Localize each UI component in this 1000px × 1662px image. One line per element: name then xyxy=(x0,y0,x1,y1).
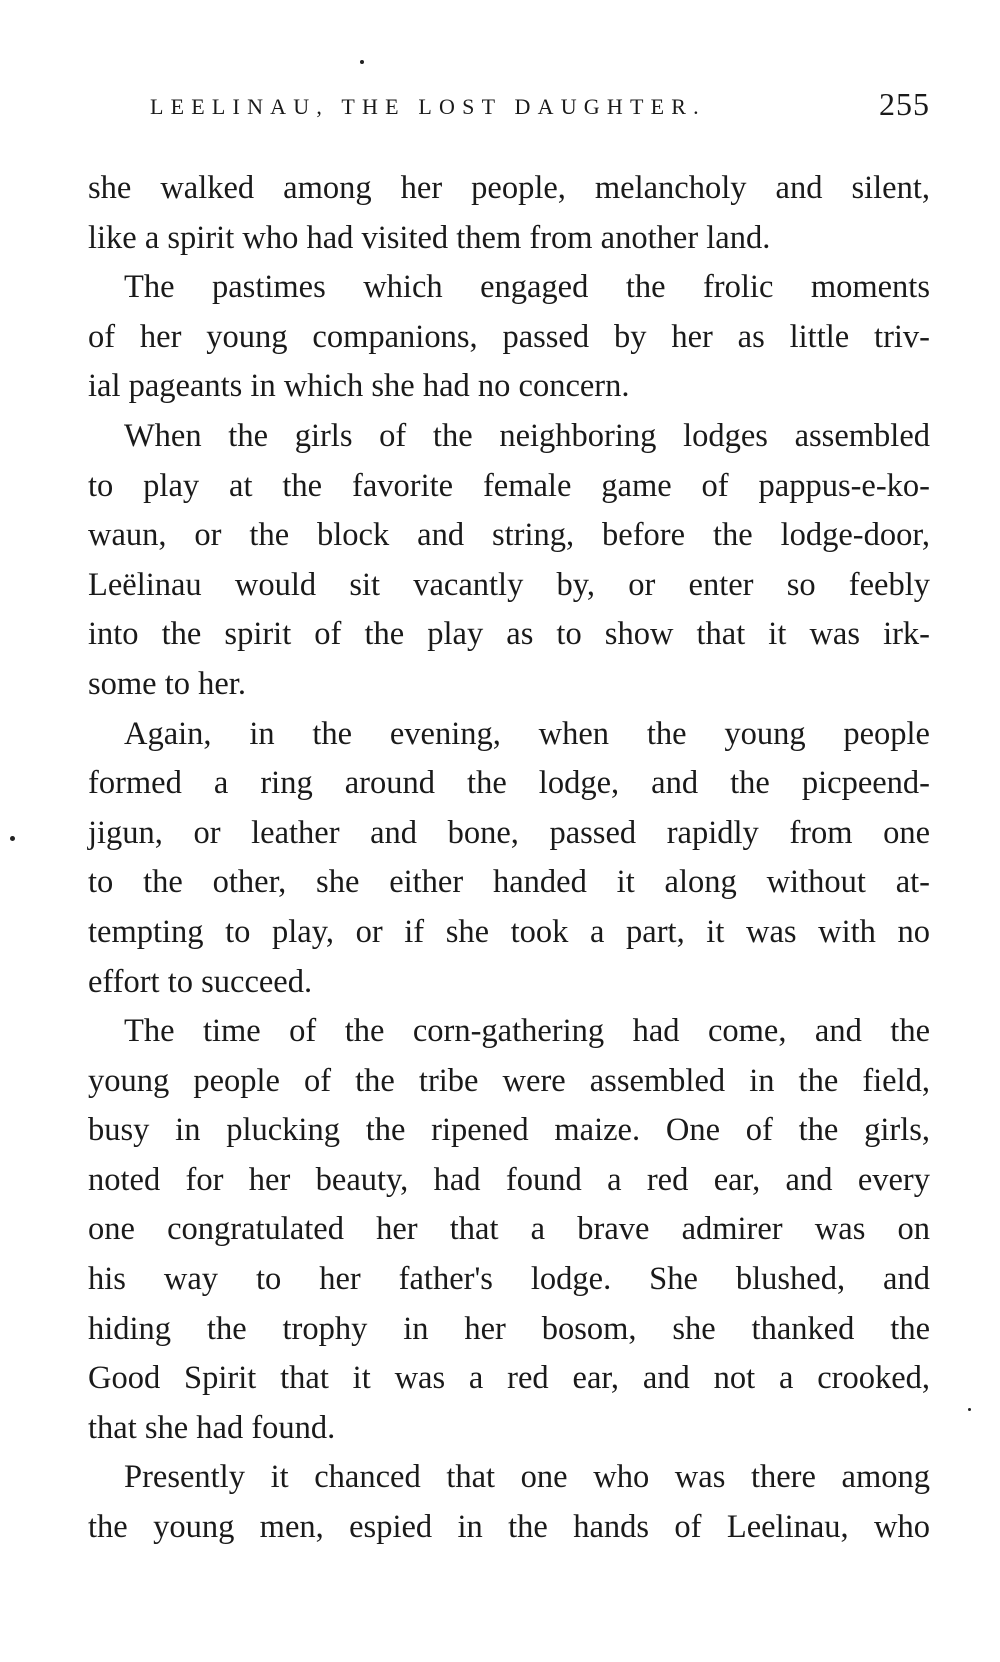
paragraph-6 xyxy=(88,1453,930,1552)
text-line: hiding the trophy in her bosom, she thanked the xyxy=(88,1310,930,1347)
paragraph-5 xyxy=(88,1007,930,1453)
text-line: Again, in the evening, when the young people xyxy=(124,715,930,752)
text-line: of her young companions, passed by her as little triv- xyxy=(88,318,930,355)
running-head xyxy=(150,86,930,126)
text-line: tempting to play, or if she took a part, it was with no xyxy=(88,913,930,950)
paragraph-2 xyxy=(88,263,930,412)
text-line: to play at the favorite female game of pappus-e-ko- xyxy=(88,467,930,504)
text-line: young people of the tribe were assembled in the field, xyxy=(88,1062,930,1099)
text-line: to the other, she either handed it along without at- xyxy=(88,864,930,901)
text-line: formed a ring around the lodge, and the picpeend- xyxy=(88,765,930,802)
text-line: Good Spirit that it was a red ear, and not a crooked, xyxy=(88,1360,930,1397)
body-text xyxy=(88,164,930,1553)
text-line: Presently it chanced that one who was there among xyxy=(124,1459,930,1496)
text-line: ial pageants in which she had no concern. xyxy=(88,368,630,405)
text-line: effort to succeed. xyxy=(88,963,313,1000)
text-line: The time of the corn-gathering had come, and the xyxy=(124,1013,930,1050)
text-line: When the girls of the neighboring lodges assembled xyxy=(124,417,930,454)
text-line: waun, or the block and string, before the lodge-door, xyxy=(88,517,930,554)
text-line: some to her. xyxy=(88,665,246,702)
text-line: that she had found. xyxy=(88,1409,336,1446)
text-line: noted for her beauty, had found a red ear, and every xyxy=(88,1161,930,1198)
text-line: like a spirit who had visited them from another land. xyxy=(88,219,771,256)
speck xyxy=(968,1408,971,1411)
speck xyxy=(10,836,15,841)
page-number: 255 xyxy=(879,86,930,122)
text-line: into the spirit of the play as to show that it was irk- xyxy=(88,616,930,653)
text-line: one congratulated her that a brave admirer was on xyxy=(88,1211,930,1248)
text-line: she walked among her people, melancholy and silent, xyxy=(88,170,930,206)
text-line: his way to her father's lodge. She blushed, and xyxy=(88,1261,930,1298)
text-line: jigun, or leather and bone, passed rapidly from one xyxy=(88,814,930,851)
text-line: The pastimes which engaged the frolic moments xyxy=(124,269,930,306)
text-line: busy in plucking the ripened maize. One of the girls, xyxy=(88,1112,930,1149)
text-line: the young men, espied in the hands of Leelinau, who xyxy=(88,1509,930,1546)
paragraph-3 xyxy=(88,412,930,710)
paragraph-1 xyxy=(88,164,930,263)
text-line: Leëlinau would sit vacantly by, or enter so feebly xyxy=(88,566,930,603)
speck xyxy=(360,60,364,64)
paragraph-4 xyxy=(88,710,930,1008)
running-title: LEELINAU, THE LOST DAUGHTER. xyxy=(150,94,706,119)
